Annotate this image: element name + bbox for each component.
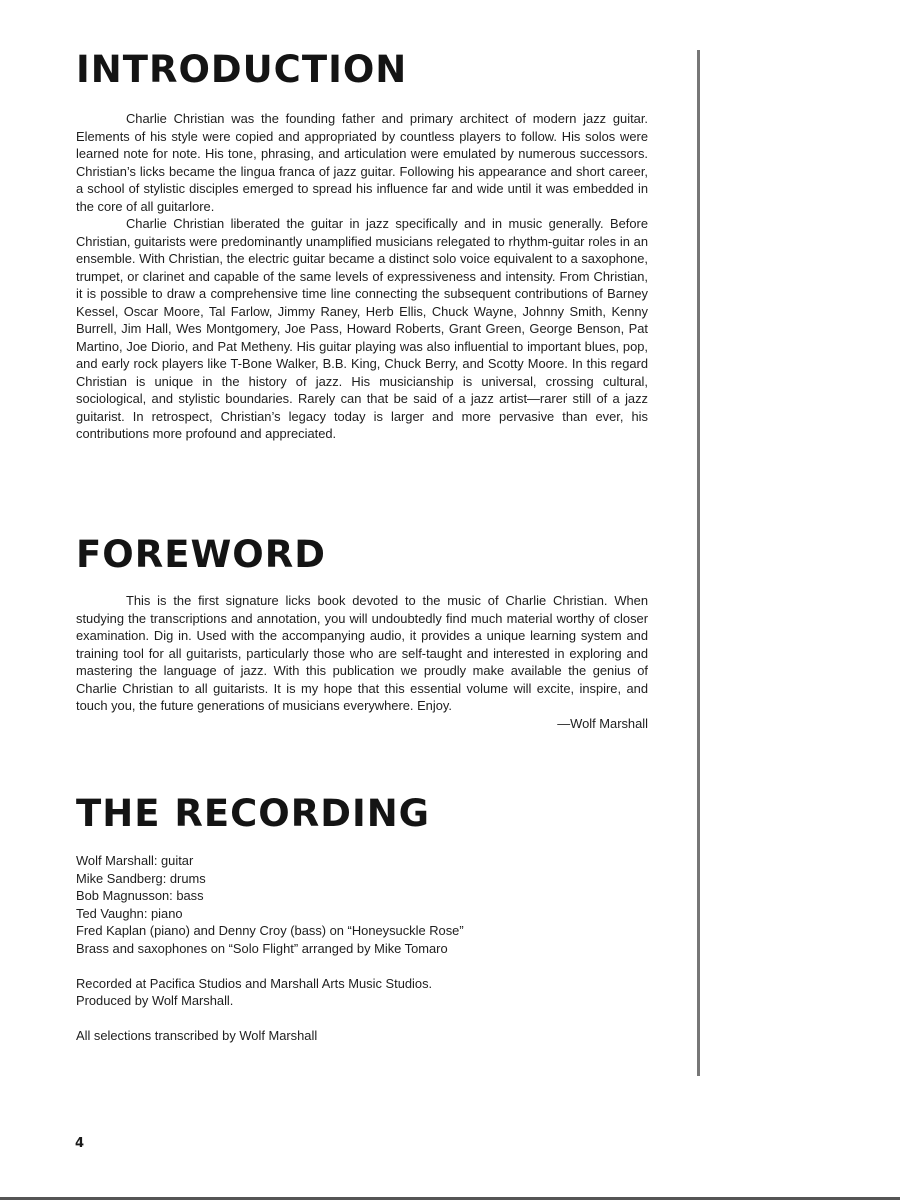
introduction-heading: INTRODUCTION	[76, 48, 408, 91]
introduction-paragraph-2: Charlie Christian liberated the guitar in jazz specifically and in music generally. Before Christian, guitarists were predominantly unamplified musicians relegated to rhythm-guitar roles in an ensemble. With Christian, the electric guitar became a distinct solo voice equivalent to a saxophone, trumpet, or clarinet and capable of the same levels of expressiveness and intensity. From Christian, it is possible to draw a comprehensive time line connecting the subsequent contributions of Barney Kessel, Oscar Moore, Tal Farlow, Jimmy Raney, Herb Ellis, Chuck Wayne, Johnny Smith, Kenny Burrell, Jim Hall, Wes Montgomery, Joe Pass, Howard Roberts, Grant Green, George Benson, Pat Martino, Joe Diorio, and Pat Metheny. His guitar playing was also influential to important blues, pop, and early rock players like T-Bone Walker, B.B. King, Chuck Berry, and Scotty Moore. In this regard Christian is unique in the history of jazz. His musicianship is universal, crossing cultural, sociological, and stylistic boundaries. Rarely can that be said of a jazz artist—rarer still of a jazz guitarist. In retrospect, Christian’s legacy today is larger and more pervasive than ever, his contributions more profound and appreciated.	[76, 216, 648, 441]
credit-line: Bob Magnusson: bass	[76, 888, 204, 903]
recording-heading: THE RECORDING	[76, 792, 431, 835]
transcription-note: All selections transcribed by Wolf Marshall	[76, 1028, 318, 1043]
foreword-heading: FOREWORD	[76, 533, 326, 576]
vertical-margin-rule	[697, 50, 700, 1076]
introduction-paragraph-1: Charlie Christian was the founding father and primary architect of modern jazz guitar. Elements of his style were copied and appropriated by countless players to follow. His solos were learned note for note. His tone, phrasing, and articulation were emulated by numerous successors. Christian’s licks became the lingua franca of jazz guitar. Following his appearance and short career, a school of stylistic disciples emerged to spread his influence far and wide until it was embedded in the core of all guitarlore.	[76, 111, 648, 214]
credit-line: Mike Sandberg: drums	[76, 870, 206, 886]
producer-line: Produced by Wolf Marshall.	[76, 993, 234, 1008]
foreword-section	[76, 592, 648, 732]
page-number: 4	[75, 1136, 85, 1151]
studio-line: Recorded at Pacifica Studios and Marshall Arts Music Studios.	[76, 975, 433, 991]
foreword-paragraph: This is the first signature licks book devoted to the music of Charlie Christian. When studying the transcriptions and annotation, you will undoubtedly find much material worthy of closer examination. Dig in. Used with the accompanying audio, it provides a unique learning system and training tool for all guitarists, particularly those who are self-taught and interested in exploring and mastering the language of jazz. With this publication we proudly make available the genius of Charlie Christian to all guitarists. It is my hope that this essential volume will excite, inspire, and touch you, the future generations of musicians everywhere. Enjoy.	[76, 593, 648, 713]
recording-section	[76, 852, 648, 1045]
foreword-signature: —Wolf Marshall	[557, 715, 648, 731]
spacer	[76, 957, 648, 975]
spacer	[76, 1010, 648, 1028]
introduction-section	[76, 110, 648, 443]
credit-line: Ted Vaughn: piano	[76, 905, 183, 921]
credit-line: Wolf Marshall: guitar	[76, 853, 194, 868]
credit-line: Brass and saxophones on “Solo Flight” arranged by Mike Tomaro	[76, 940, 448, 956]
credit-line: Fred Kaplan (piano) and Denny Croy (bass) on “Honeysuckle Rose”	[76, 923, 464, 938]
